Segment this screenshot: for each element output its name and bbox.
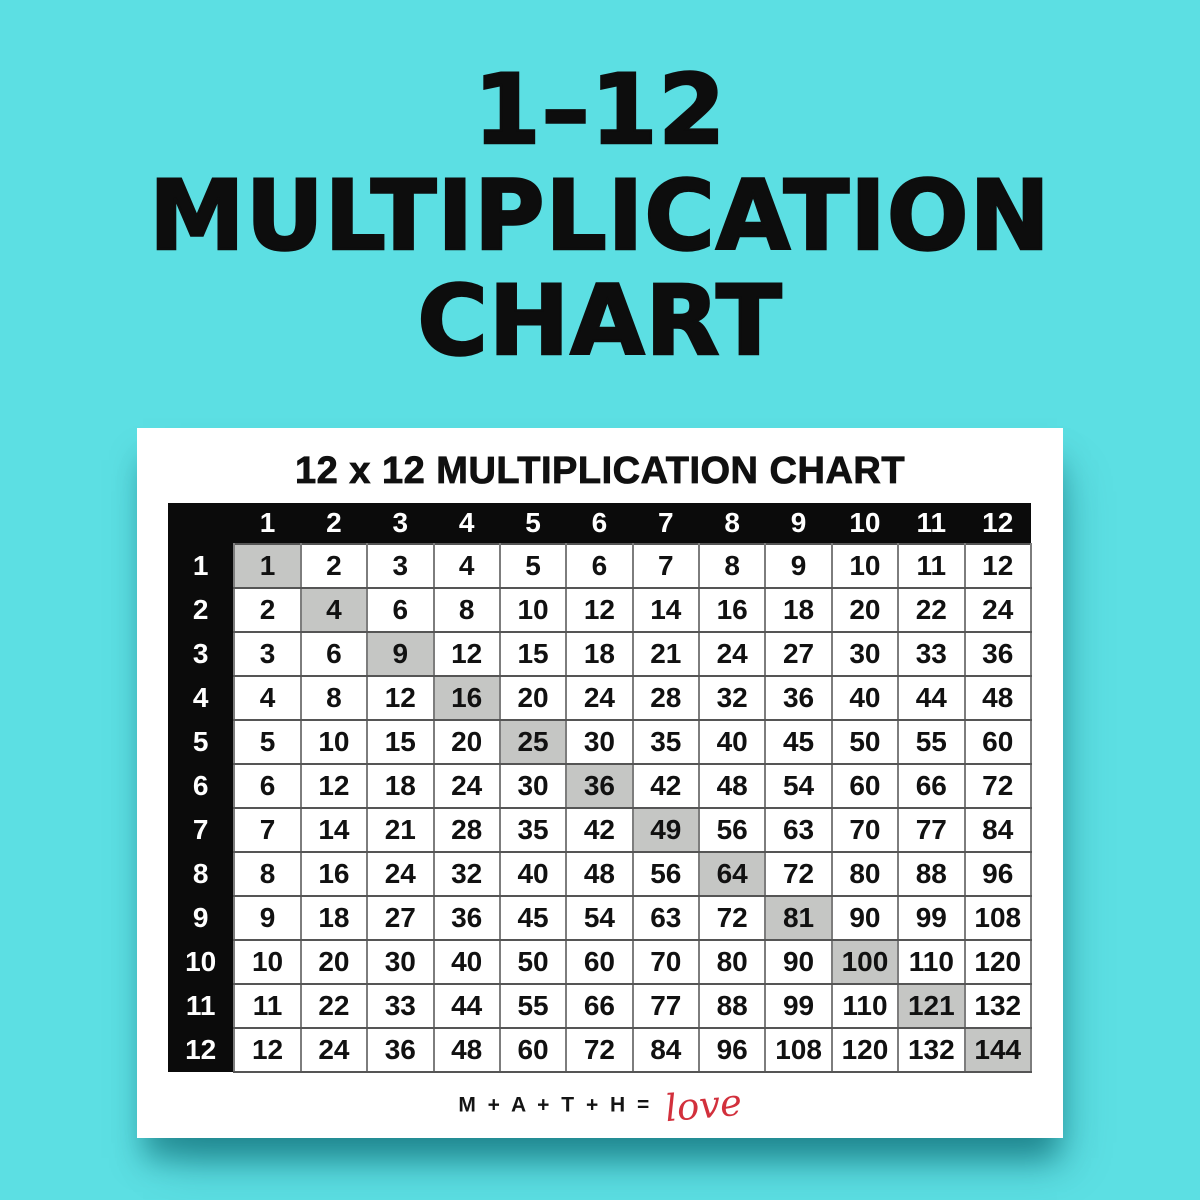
row-header-cell: 7 [168,808,234,852]
math-love-logo [137,1080,1063,1131]
product-cell: 24 [965,588,1032,632]
product-cell: 90 [765,940,831,984]
product-cell: 132 [965,984,1032,1028]
row-header-cell: 1 [168,544,234,588]
column-header-cell: 12 [965,503,1032,544]
product-cell: 10 [832,544,898,588]
table-row [168,544,1031,588]
column-header-cell: 2 [301,503,367,544]
header-row [168,503,1031,544]
product-cell-square: 16 [434,676,500,720]
product-cell: 99 [765,984,831,1028]
product-cell-square: 1 [234,544,300,588]
product-cell: 88 [898,852,964,896]
column-header-cell: 4 [434,503,500,544]
product-cell: 40 [434,940,500,984]
product-cell: 63 [765,808,831,852]
product-cell: 54 [566,896,632,940]
product-cell: 132 [898,1028,964,1072]
product-cell: 9 [765,544,831,588]
product-cell: 44 [898,676,964,720]
table-row [168,896,1031,940]
product-cell: 42 [566,808,632,852]
table-row [168,808,1031,852]
product-cell: 2 [301,544,367,588]
page-title-line-3: CHART [417,265,783,378]
product-cell: 4 [434,544,500,588]
product-cell: 24 [301,1028,367,1072]
product-cell-square: 9 [367,632,433,676]
table-row [168,676,1031,720]
product-cell: 10 [301,720,367,764]
product-cell: 36 [765,676,831,720]
product-cell: 80 [832,852,898,896]
product-cell: 12 [434,632,500,676]
table-header [168,503,1031,544]
product-cell: 12 [367,676,433,720]
product-cell: 40 [699,720,765,764]
product-cell: 72 [965,764,1032,808]
product-cell: 77 [898,808,964,852]
product-cell: 96 [965,852,1032,896]
product-cell-square: 100 [832,940,898,984]
product-cell-square: 49 [633,808,699,852]
product-cell: 35 [500,808,566,852]
product-cell: 21 [633,632,699,676]
product-cell: 32 [699,676,765,720]
product-cell: 12 [234,1028,300,1072]
page-title-line-1: 1–12 [473,54,727,166]
row-header-cell: 10 [168,940,234,984]
product-cell: 8 [434,588,500,632]
table-row [168,852,1031,896]
product-cell: 18 [367,764,433,808]
product-cell: 55 [898,720,964,764]
product-cell: 70 [832,808,898,852]
product-cell: 84 [965,808,1032,852]
product-cell: 8 [234,852,300,896]
multiplication-table [168,503,1032,1073]
product-cell: 14 [633,588,699,632]
product-cell: 10 [234,940,300,984]
product-cell: 60 [832,764,898,808]
product-cell: 77 [633,984,699,1028]
love-script-text: love [663,1080,744,1131]
page-title [0,0,1200,378]
product-cell: 80 [699,940,765,984]
product-cell: 27 [765,632,831,676]
product-cell: 3 [234,632,300,676]
product-cell: 6 [301,632,367,676]
product-cell: 120 [832,1028,898,1072]
product-cell: 48 [566,852,632,896]
product-cell: 48 [965,676,1032,720]
product-cell: 2 [234,588,300,632]
product-cell: 28 [633,676,699,720]
product-cell: 9 [234,896,300,940]
product-cell: 11 [898,544,964,588]
product-cell: 5 [500,544,566,588]
product-cell: 55 [500,984,566,1028]
product-cell: 30 [566,720,632,764]
product-cell-square: 25 [500,720,566,764]
product-cell: 63 [633,896,699,940]
math-logo-text: M + A + T + H = [458,1093,653,1117]
product-cell: 6 [367,588,433,632]
product-cell: 72 [765,852,831,896]
column-header-cell: 10 [832,503,898,544]
product-cell: 24 [434,764,500,808]
product-cell: 4 [234,676,300,720]
table-body [168,544,1031,1072]
product-cell: 36 [434,896,500,940]
product-cell: 36 [965,632,1032,676]
product-cell: 108 [965,896,1032,940]
product-cell: 6 [566,544,632,588]
product-cell: 84 [633,1028,699,1072]
product-cell: 22 [898,588,964,632]
product-cell: 42 [633,764,699,808]
product-cell-square: 144 [965,1028,1032,1072]
table-row [168,940,1031,984]
product-cell: 30 [367,940,433,984]
product-cell: 72 [566,1028,632,1072]
product-cell: 60 [500,1028,566,1072]
product-cell: 20 [301,940,367,984]
table-row [168,1028,1031,1072]
product-cell: 21 [367,808,433,852]
product-cell: 18 [765,588,831,632]
product-cell: 12 [301,764,367,808]
column-header-cell: 8 [699,503,765,544]
product-cell: 36 [367,1028,433,1072]
product-cell: 48 [699,764,765,808]
product-cell: 16 [699,588,765,632]
product-cell: 7 [234,808,300,852]
chart-card [137,428,1063,1138]
product-cell: 110 [898,940,964,984]
product-cell: 7 [633,544,699,588]
product-cell: 8 [699,544,765,588]
table-row [168,984,1031,1028]
column-header-cell: 1 [234,503,300,544]
product-cell: 30 [500,764,566,808]
product-cell: 6 [234,764,300,808]
row-header-cell: 12 [168,1028,234,1072]
product-cell: 40 [500,852,566,896]
product-cell: 8 [301,676,367,720]
product-cell: 72 [699,896,765,940]
product-cell: 35 [633,720,699,764]
product-cell: 120 [965,940,1032,984]
product-cell: 45 [500,896,566,940]
product-cell: 66 [566,984,632,1028]
product-cell: 60 [566,940,632,984]
table-row [168,588,1031,632]
product-cell: 96 [699,1028,765,1072]
row-header-cell: 8 [168,852,234,896]
product-cell: 30 [832,632,898,676]
product-cell: 12 [566,588,632,632]
product-cell: 33 [367,984,433,1028]
product-cell: 66 [898,764,964,808]
product-cell: 24 [699,632,765,676]
product-cell: 33 [898,632,964,676]
row-header-cell: 2 [168,588,234,632]
product-cell: 60 [965,720,1032,764]
row-header-cell: 9 [168,896,234,940]
product-cell: 22 [301,984,367,1028]
product-cell: 10 [500,588,566,632]
page-title-line-2: MULTIPLICATION [149,159,1051,272]
product-cell: 18 [566,632,632,676]
product-cell: 108 [765,1028,831,1072]
product-cell: 27 [367,896,433,940]
product-cell: 50 [500,940,566,984]
product-cell: 56 [699,808,765,852]
product-cell: 88 [699,984,765,1028]
table-row [168,764,1031,808]
row-header-cell: 3 [168,632,234,676]
product-cell: 5 [234,720,300,764]
table-row [168,720,1031,764]
product-cell: 24 [367,852,433,896]
column-header-cell: 3 [367,503,433,544]
product-cell: 32 [434,852,500,896]
product-cell-square: 36 [566,764,632,808]
column-header-cell: 5 [500,503,566,544]
product-cell-square: 4 [301,588,367,632]
product-cell: 18 [301,896,367,940]
product-cell: 48 [434,1028,500,1072]
product-cell: 11 [234,984,300,1028]
product-cell: 70 [633,940,699,984]
product-cell: 24 [566,676,632,720]
product-cell: 15 [500,632,566,676]
corner-cell [168,503,234,544]
row-header-cell: 4 [168,676,234,720]
product-cell: 16 [301,852,367,896]
column-header-cell: 7 [633,503,699,544]
product-cell-square: 81 [765,896,831,940]
product-cell: 45 [765,720,831,764]
product-cell: 20 [500,676,566,720]
product-cell: 20 [434,720,500,764]
product-cell: 44 [434,984,500,1028]
table-title: 12 x 12 MULTIPLICATION CHART [294,450,906,492]
product-cell: 15 [367,720,433,764]
product-cell: 110 [832,984,898,1028]
product-cell: 99 [898,896,964,940]
column-header-cell: 11 [898,503,964,544]
row-header-cell: 5 [168,720,234,764]
column-header-cell: 9 [765,503,831,544]
product-cell: 40 [832,676,898,720]
product-cell: 20 [832,588,898,632]
row-header-cell: 6 [168,764,234,808]
product-cell: 3 [367,544,433,588]
column-header-cell: 6 [566,503,632,544]
product-cell: 50 [832,720,898,764]
product-cell: 54 [765,764,831,808]
product-cell: 28 [434,808,500,852]
product-cell-square: 64 [699,852,765,896]
table-row [168,632,1031,676]
product-cell: 90 [832,896,898,940]
row-header-cell: 11 [168,984,234,1028]
product-cell-square: 121 [898,984,964,1028]
product-cell: 56 [633,852,699,896]
product-cell: 14 [301,808,367,852]
product-cell: 12 [965,544,1032,588]
